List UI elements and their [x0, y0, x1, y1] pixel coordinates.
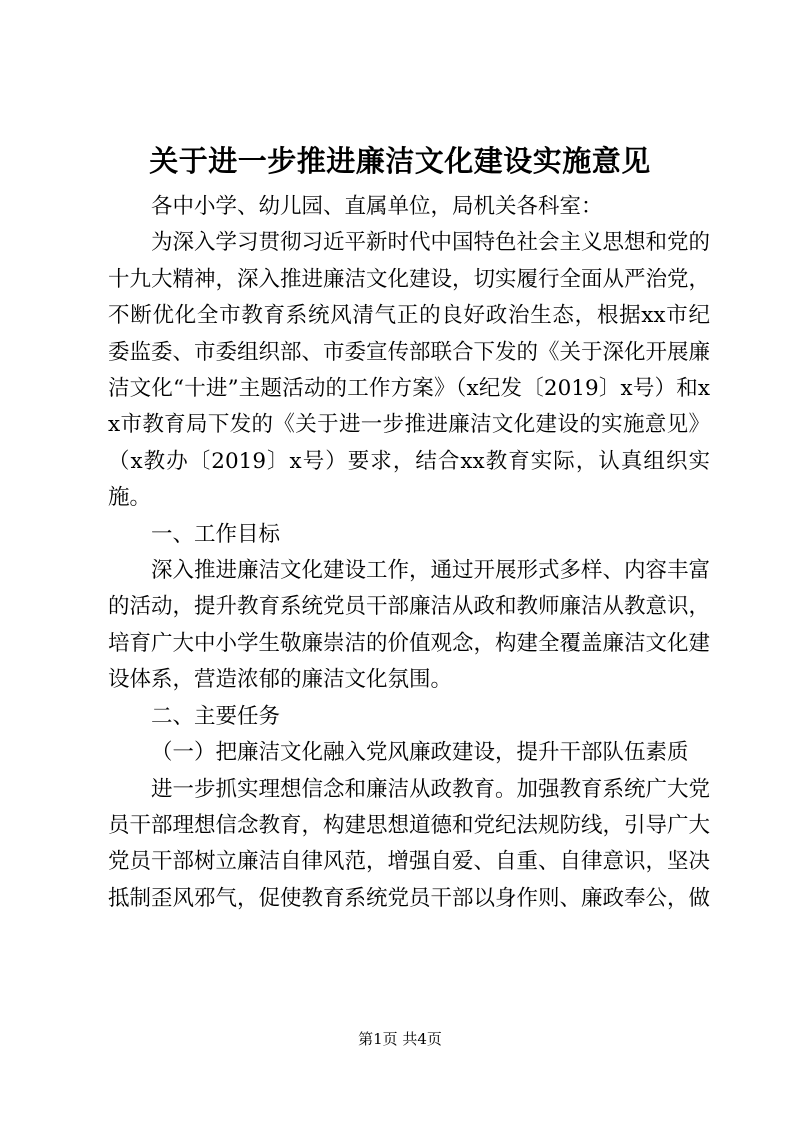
subsection-paragraph-1: 进一步抓实理想信念和廉洁从政教育。加强教育系统广大党员干部理想信念教育，构建思想道德和党纪法规防线，引导广大党员干部树立廉洁自律风范，增强自爱、自重、自律意识，坚决抵制歪风邪气，促使教育系统党员干部以身作则、廉政奉公，做: [108, 776, 711, 911]
section-heading-main-tasks: 二、主要任务: [151, 703, 281, 729]
subsection-heading-1: （一）把廉洁文化融入党风廉政建设，提升干部队伍素质: [151, 740, 689, 766]
intro-paragraph: 为深入学习贯彻习近平新时代中国特色社会主义思想和党的十九大精神，深入推进廉洁文化建设，切实履行全面从严治党，不断优化全市教育系统风清气正的良好政治生态，根据xx市纪委监委、市委组织部、市委宣传部联合下发的《关于深化开展廉洁文化“十进”主题活动的工作方案》（x纪发〔2019〕x号）和xx市教育局下发的《关于进一步推进廉洁文化建设的实施意见》（x教办〔2019〕x号）要求，结合xx教育实际，认真组织实施。: [108, 230, 711, 511]
page-footer: 第1页 共4页: [358, 1030, 442, 1048]
document-body: [108, 189, 710, 917]
section-heading-work-goal: 一、工作目标: [151, 521, 281, 547]
document-title: 关于进一步推进廉洁文化建设实施意见: [149, 144, 651, 178]
section-paragraph-work-goal: 深入推进廉洁文化建设工作，通过开展形式多样、内容丰富的活动，提升教育系统党员干部廉洁从政和教师廉洁从教意识，培育广大中小学生敬廉崇洁的价值观念，构建全覆盖廉洁文化建设体系，营造浓郁的廉洁文化氛围。: [108, 558, 711, 693]
salutation: 各中小学、幼儿园、直属单位，局机关各科室：: [151, 194, 603, 219]
